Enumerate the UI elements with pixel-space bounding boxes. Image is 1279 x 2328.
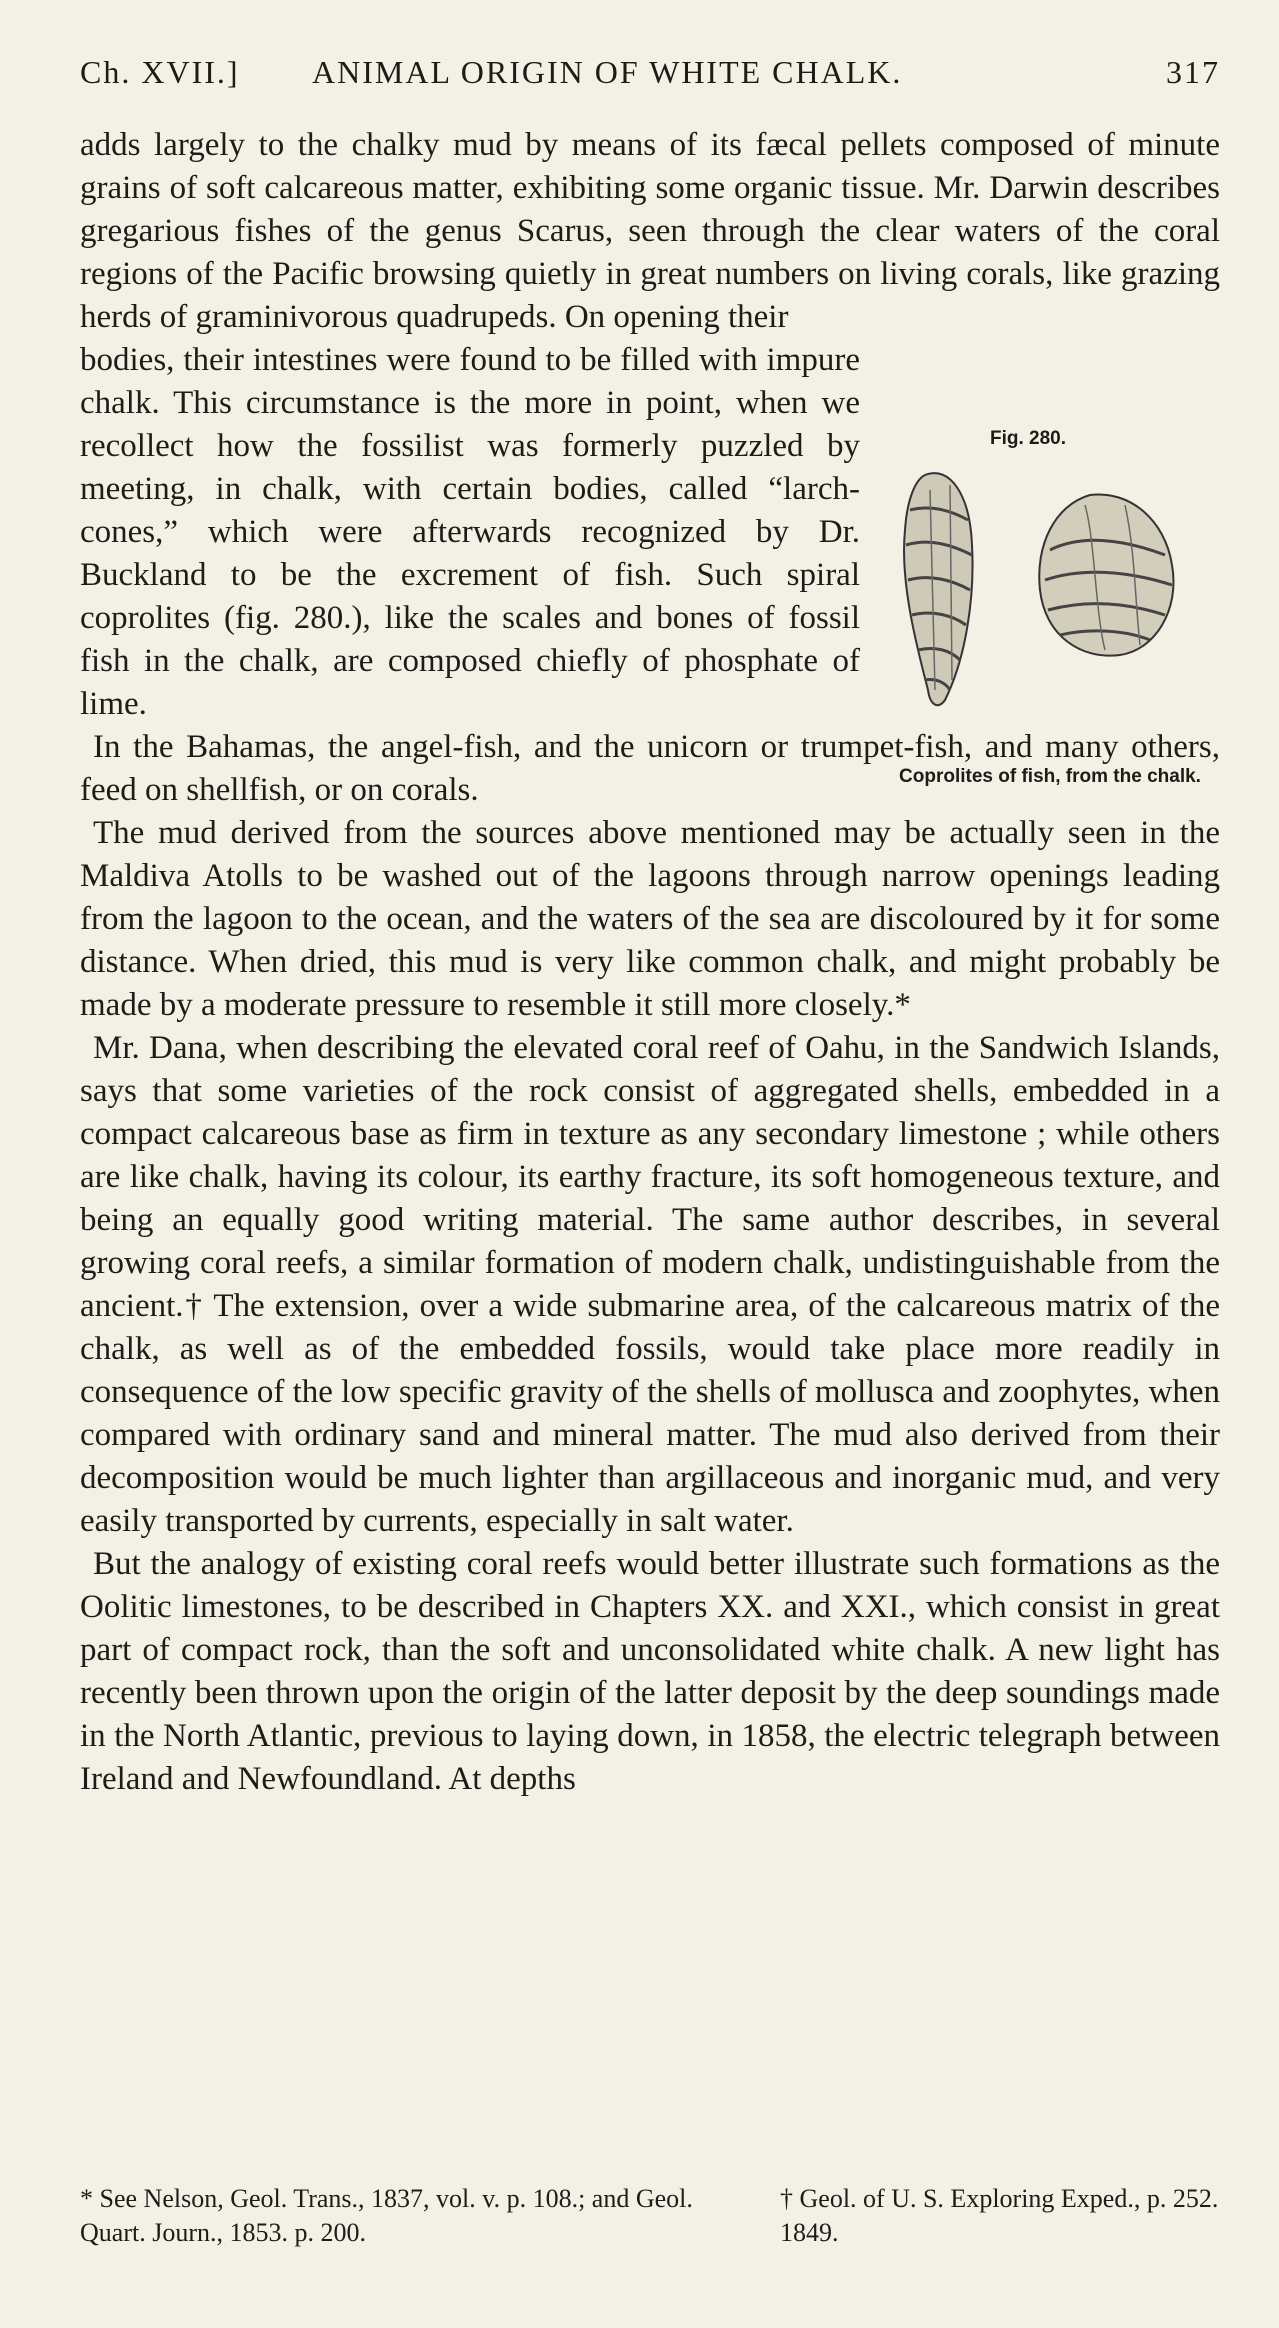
figure-280 (880, 420, 1220, 820)
running-title: ANIMAL ORIGIN OF WHITE CHALK. (312, 54, 903, 90)
figure-caption: Coprolites of fish, from the chalk. (899, 766, 1201, 787)
paragraph-4: Mr. Dana, when describing the elevated coral reef of Oahu, in the Sandwich Islands, says that some varieties of the rock consist of aggregated shells, embedded in a compact calcareous base as firm in texture as any secondary limestone ; while others are like chalk, having its colour, its earthy fracture, its soft homogeneous texture, and being an equally good writing material. The same author describes, in several growing coral reefs, a similar formation of modern chalk, undistinguishable from the ancient.† The extension, over a wide submarine area, of the calcareous matrix of the chalk, as well as of the embedded fossils, would take place more readily in consequence of the low specific gravity of the shells of mollusca and zoophytes, when compared with ordinary sand and mineral matter. The mud also derived from their decomposition would be much lighter than argillaceous and inorganic mud, and very easily transported by currents, especially in salt water. (80, 1030, 1220, 1539)
elongated-coprolite-drawing (904, 473, 973, 705)
paragraph-3: The mud derived from the sources above mentioned may be actually seen in the Maldiva Atolls to be washed out of the lagoons through narrow openings leading from the lagoon to the ocean, and the waters of the sea are discoloured by it for some distance. When dried, this mud is very like common chalk, and might probably be made by a moderate pressure to resemble it still more closely.* (80, 815, 1220, 1023)
chapter-label: Ch. XVII.] (80, 54, 240, 90)
paragraph-1-top: adds largely to the chalky mud by means of its fæcal pellets composed of minute grains of soft calcareous matter, exhibiting some organic tissue. Mr. Darwin describes gregarious fishes of the genus Scarus, seen through the clear waters of the coral regions of the Pacific browsing quietly in great numbers on living corals, like grazing herds of graminivorous quadrupeds. On opening their (80, 127, 1220, 335)
footnote-asterisk: * See Nelson, Geol. Trans., 1837, vol. v. p. 108.; and Geol. Quart. Journ., 1853. p. 200. (80, 2184, 693, 2247)
running-header (80, 54, 1220, 104)
body-text (80, 124, 1220, 1801)
paragraph-2: In the Bahamas, the angel-fish, and the unicorn or trumpet-fish, and many others, feed on shellfish, or on corals. (80, 729, 1220, 808)
coprolites-illustration (880, 450, 1220, 750)
figure-label: Fig. 280. (990, 428, 1067, 449)
footnote-dagger: † Geol. of U. S. Exploring Exped., p. 252. 1849. (780, 2184, 1219, 2247)
rounded-coprolite-drawing (1039, 494, 1173, 655)
page-number: 317 (1166, 54, 1220, 90)
paragraph-5: But the analogy of existing coral reefs would better illustrate such formations as the Oolitic limestones, to be described in Chapters XX. and XXI., which consist in great part of compact rock, than the soft and unconsolidated white chalk. A new light has recently been thrown upon the origin of the latter deposit by the deep soundings made in the North Atlantic, previous to laying down, in 1858, the electric telegraph between Ireland and Newfoundland. At depths (80, 1546, 1220, 1797)
paragraph-1-narrow: bodies, their intestines were found to be filled with impure chalk. This circumstance is the more in point, when we recollect how the fossilist was formerly puzzled by meeting, in chalk, with certain bodies, called “larch-cones,” which were afterwards recognized by Dr. Buckland to be the excrement of fish. Such spiral coprolites (fig. 280.), like the scales and bones of fossil fish in the chalk, are composed chiefly of phosphate of lime. (80, 342, 860, 722)
